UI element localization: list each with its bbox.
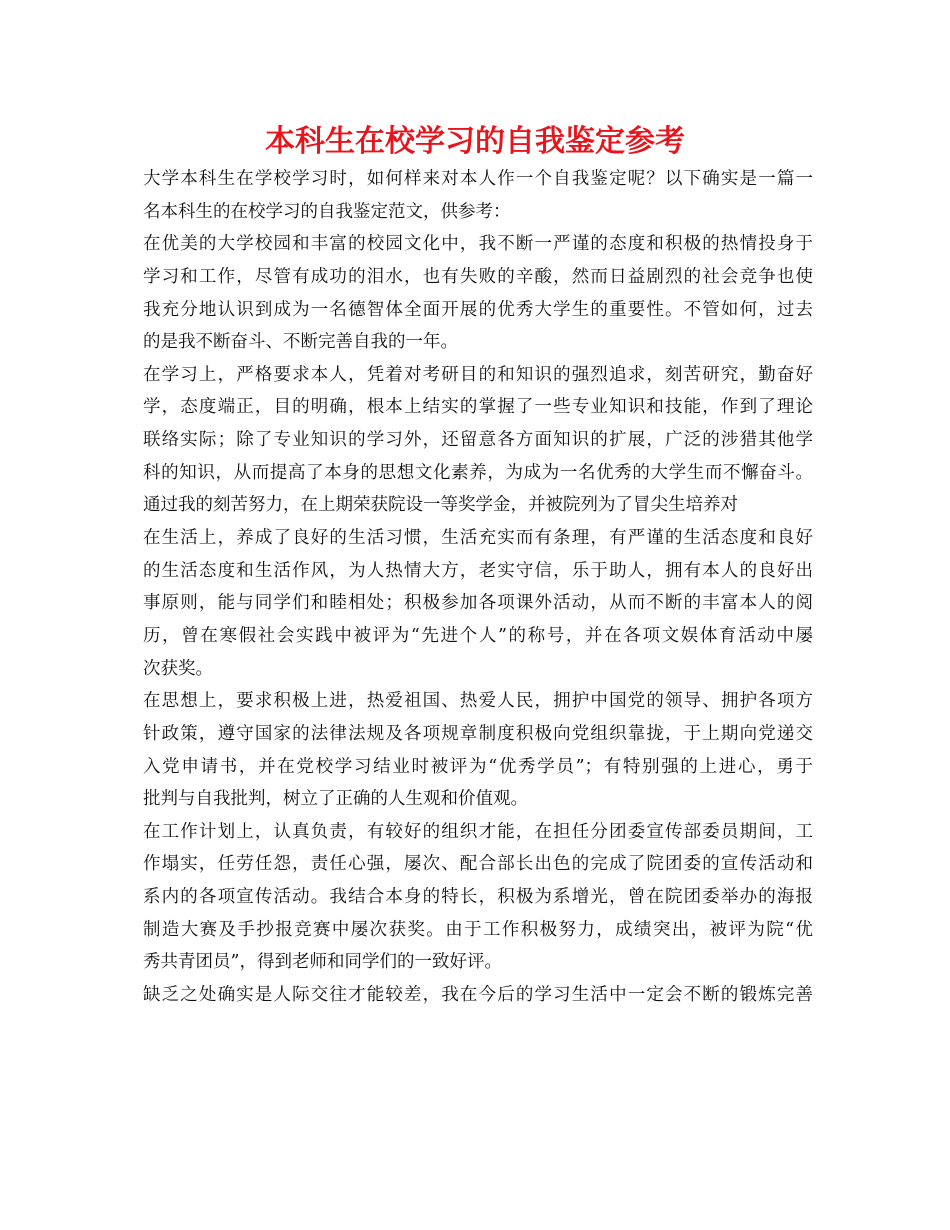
text-line: 的是我不断奋斗、不断完善自我的一年。	[143, 332, 458, 353]
text-line: 历，曾在寒假社会实践中被评为“先进个人”的称号，并在各项文娱体育活动中屡	[143, 625, 813, 646]
text-line: 大学本科生在学校学习时，如何样来对本人作一个自我鉴定呢？以下确实是一篇一	[143, 169, 813, 189]
text-line: 秀共青团员”，得到老师和同学们的一致好评。	[143, 952, 502, 973]
text-line: 的生活态度和生活作风，为人热情大方，老实守信，乐于助人，拥有本人的良好出	[143, 560, 813, 581]
text-line: 针政策，遵守国家的法律法规及各项规章制度积极向党组织靠拢，于上期向党递交	[143, 723, 813, 744]
text-line: 入党申请书，并在党校学习结业时被评为“优秀学员”；有特别强的上进心，勇于	[143, 756, 813, 777]
text-line: 在学习上，严格要求本人，凭着对考研目的和知识的强烈追求，刻苦研究，勤奋好	[143, 364, 813, 385]
text-line: 学，态度端正，目的明确，根本上结实的掌握了一些专业知识和技能，作到了理论	[143, 397, 813, 418]
text-line: 在优美的大学校园和丰富的校园文化中，我不断一严谨的态度和积极的热情投身于	[143, 234, 813, 255]
text-line: 联络实际；除了专业知识的学习外，还留意各方面知识的扩展，广泛的涉猎其他学	[143, 430, 813, 451]
text-line: 科的知识，从而提高了本身的思想文化素养，为成为一名优秀的大学生而不懈奋斗。	[143, 462, 813, 483]
text-line: 在思想上，要求积极上进，热爱祖国、热爱人民，拥护中国党的领导、拥护各项方	[143, 691, 813, 712]
text-line: 学习和工作，尽管有成功的泪水，也有失败的辛酸，然而日益剧烈的社会竞争也使	[143, 266, 813, 287]
text-line: 通过我的刻苦努力，在上期荣获院设一等奖学金，并被院列为了冒尖生培养对	[143, 495, 738, 516]
text-line: 在生活上，养成了良好的生活习惯，生活充实而有条理，有严谨的生活态度和良好	[143, 528, 813, 549]
text-line: 事原则，能与同学们和睦相处；积极参加各项课外活动，从而不断的丰富本人的阅	[143, 593, 813, 614]
text-line: 次获奖。	[143, 658, 213, 679]
text-line: 制造大赛及手抄报竞赛中屡次获奖。由于工作积极努力，成绩突出，被评为院“优	[143, 919, 813, 940]
document-title: 本科生在校学习的自我鉴定参考	[265, 124, 685, 159]
text-line: 我充分地认识到成为一名德智体全面开展的优秀大学生的重要性。不管如何，过去	[143, 299, 813, 320]
document-body	[143, 163, 813, 1012]
text-line: 系内的各项宣传活动。我结合本身的特长，积极为系增光，曾在院团委举办的海报	[143, 887, 813, 908]
text-line: 在工作计划上，认真负责，有较好的组织才能，在担任分团委宣传部委员期间，工	[143, 821, 813, 842]
text-line: 批判与自我批判，树立了正确的人生观和价值观。	[143, 789, 528, 810]
text-line: 作塌实，任劳任怨，责任心强，屡次、配合部长出色的完成了院团委的宣传活动和	[143, 854, 813, 875]
text-line: 名本科生的在校学习的自我鉴定范文，供参考：	[143, 201, 511, 222]
text-line: 缺乏之处确实是人际交往才能较差，我在今后的学习生活中一定会不断的锻炼完善	[143, 985, 813, 1006]
